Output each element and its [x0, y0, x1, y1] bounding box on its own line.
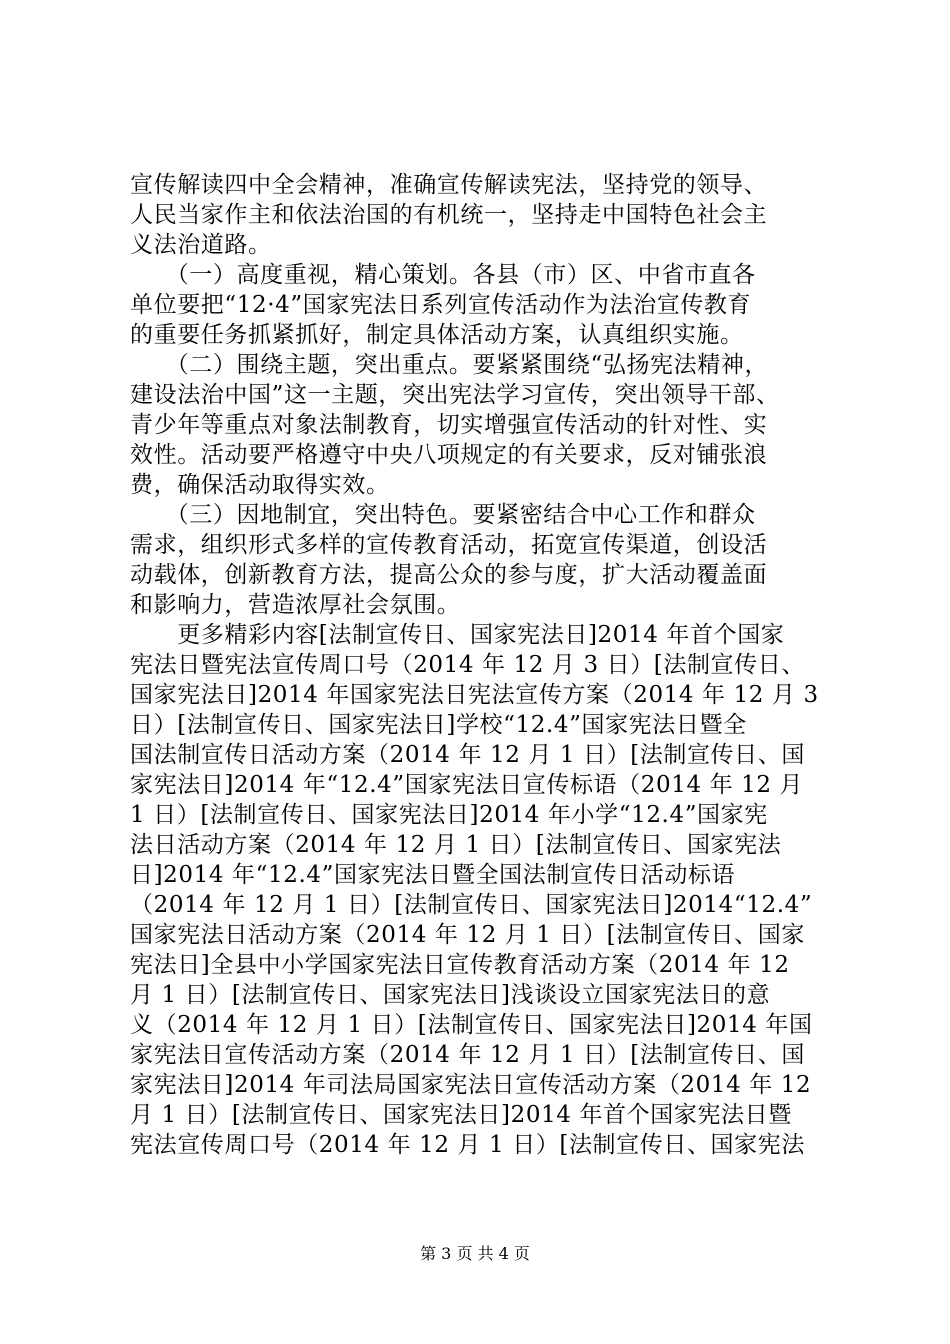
text-line: 家宪法日宣传活动方案（2014 年 12 月 1 日）[法制宣传日、国	[130, 1042, 805, 1068]
text-line: 需求，组织形式多样的宣传教育活动，拓宽宣传渠道，创设活	[130, 532, 768, 558]
text-line: 动载体，创新教育方法，提高公众的参与度，扩大活动覆盖面	[130, 562, 768, 588]
text-line: 宪法宣传周口号（2014 年 12 月 1 日）[法制宣传日、国家宪法	[130, 1132, 805, 1158]
text-line: 日]2014 年“12.4”国家宪法日暨全国法制宣传日活动标语	[130, 862, 736, 888]
page-number-footer: 第 3 页 共 4 页	[420, 1244, 530, 1263]
text-line: 家宪法日]2014 年司法局国家宪法日宣传活动方案（2014 年 12	[130, 1072, 812, 1098]
text-line: 义法治道路。	[130, 232, 272, 258]
text-line: 国法制宣传日活动方案（2014 年 12 月 1 日）[法制宣传日、国	[130, 742, 805, 768]
text-line: 宪法日]全县中小学国家宪法日宣传教育活动方案（2014 年 12	[130, 952, 790, 978]
text-line: 义（2014 年 12 月 1 日）[法制宣传日、国家宪法日]2014 年国	[130, 1012, 813, 1038]
text-line: 费，确保活动取得实效。	[130, 472, 390, 498]
text-line: （一）高度重视，精心策划。各县（市）区、中省市直各	[130, 262, 756, 288]
text-line: 人民当家作主和依法治国的有机统一，坚持走中国特色社会主	[130, 202, 768, 228]
text-line: 的重要任务抓紧抓好，制定具体活动方案，认真组织实施。	[130, 322, 744, 348]
text-line: 青少年等重点对象法制教育，切实增强宣传活动的针对性、实	[130, 412, 768, 438]
text-line: 更多精彩内容[法制宣传日、国家宪法日]2014 年首个国家	[130, 622, 785, 648]
text-line: 法日活动方案（2014 年 12 月 1 日）[法制宣传日、国家宪法	[130, 832, 782, 858]
text-line: 国家宪法日活动方案（2014 年 12 月 1 日）[法制宣传日、国家	[130, 922, 805, 948]
text-line: 日）[法制宣传日、国家宪法日]学校“12.4”国家宪法日暨全	[130, 712, 747, 738]
text-line: 宣传解读四中全会精神，准确宣传解读宪法，坚持党的领导、	[130, 172, 768, 198]
text-line: 和影响力，营造浓厚社会氛围。	[130, 592, 461, 618]
text-line: 1 日）[法制宣传日、国家宪法日]2014 年小学“12.4”国家宪	[130, 802, 768, 828]
text-line: （二）围绕主题，突出重点。要紧紧围绕“弘扬宪法精神，	[130, 352, 769, 378]
text-line: 单位要把“12·4”国家宪法日系列宣传活动作为法治宣传教育	[130, 292, 752, 318]
text-line: 家宪法日]2014 年“12.4”国家宪法日宣传标语（2014 年 12 月	[130, 772, 804, 798]
text-line: 月 1 日）[法制宣传日、国家宪法日]浅谈设立国家宪法日的意	[130, 982, 771, 1008]
text-line: （2014 年 12 月 1 日）[法制宣传日、国家宪法日]2014“12.4”	[130, 892, 813, 918]
text-line: 月 1 日）[法制宣传日、国家宪法日]2014 年首个国家宪法日暨	[130, 1102, 792, 1128]
text-line: 国家宪法日]2014 年国家宪法日宪法宣传方案（2014 年 12 月 3	[130, 682, 819, 708]
text-line: 效性。活动要严格遵守中央八项规定的有关要求，反对铺张浪	[130, 442, 768, 468]
text-line: 建设法治中国”这一主题，突出宪法学习宣传，突出领导干部、	[130, 382, 780, 408]
document-body	[130, 170, 830, 1160]
text-line: 宪法日暨宪法宣传周口号（2014 年 12 月 3 日）[法制宣传日、	[130, 652, 805, 678]
text-line: （三）因地制宜，突出特色。要紧密结合中心工作和群众	[130, 502, 756, 528]
